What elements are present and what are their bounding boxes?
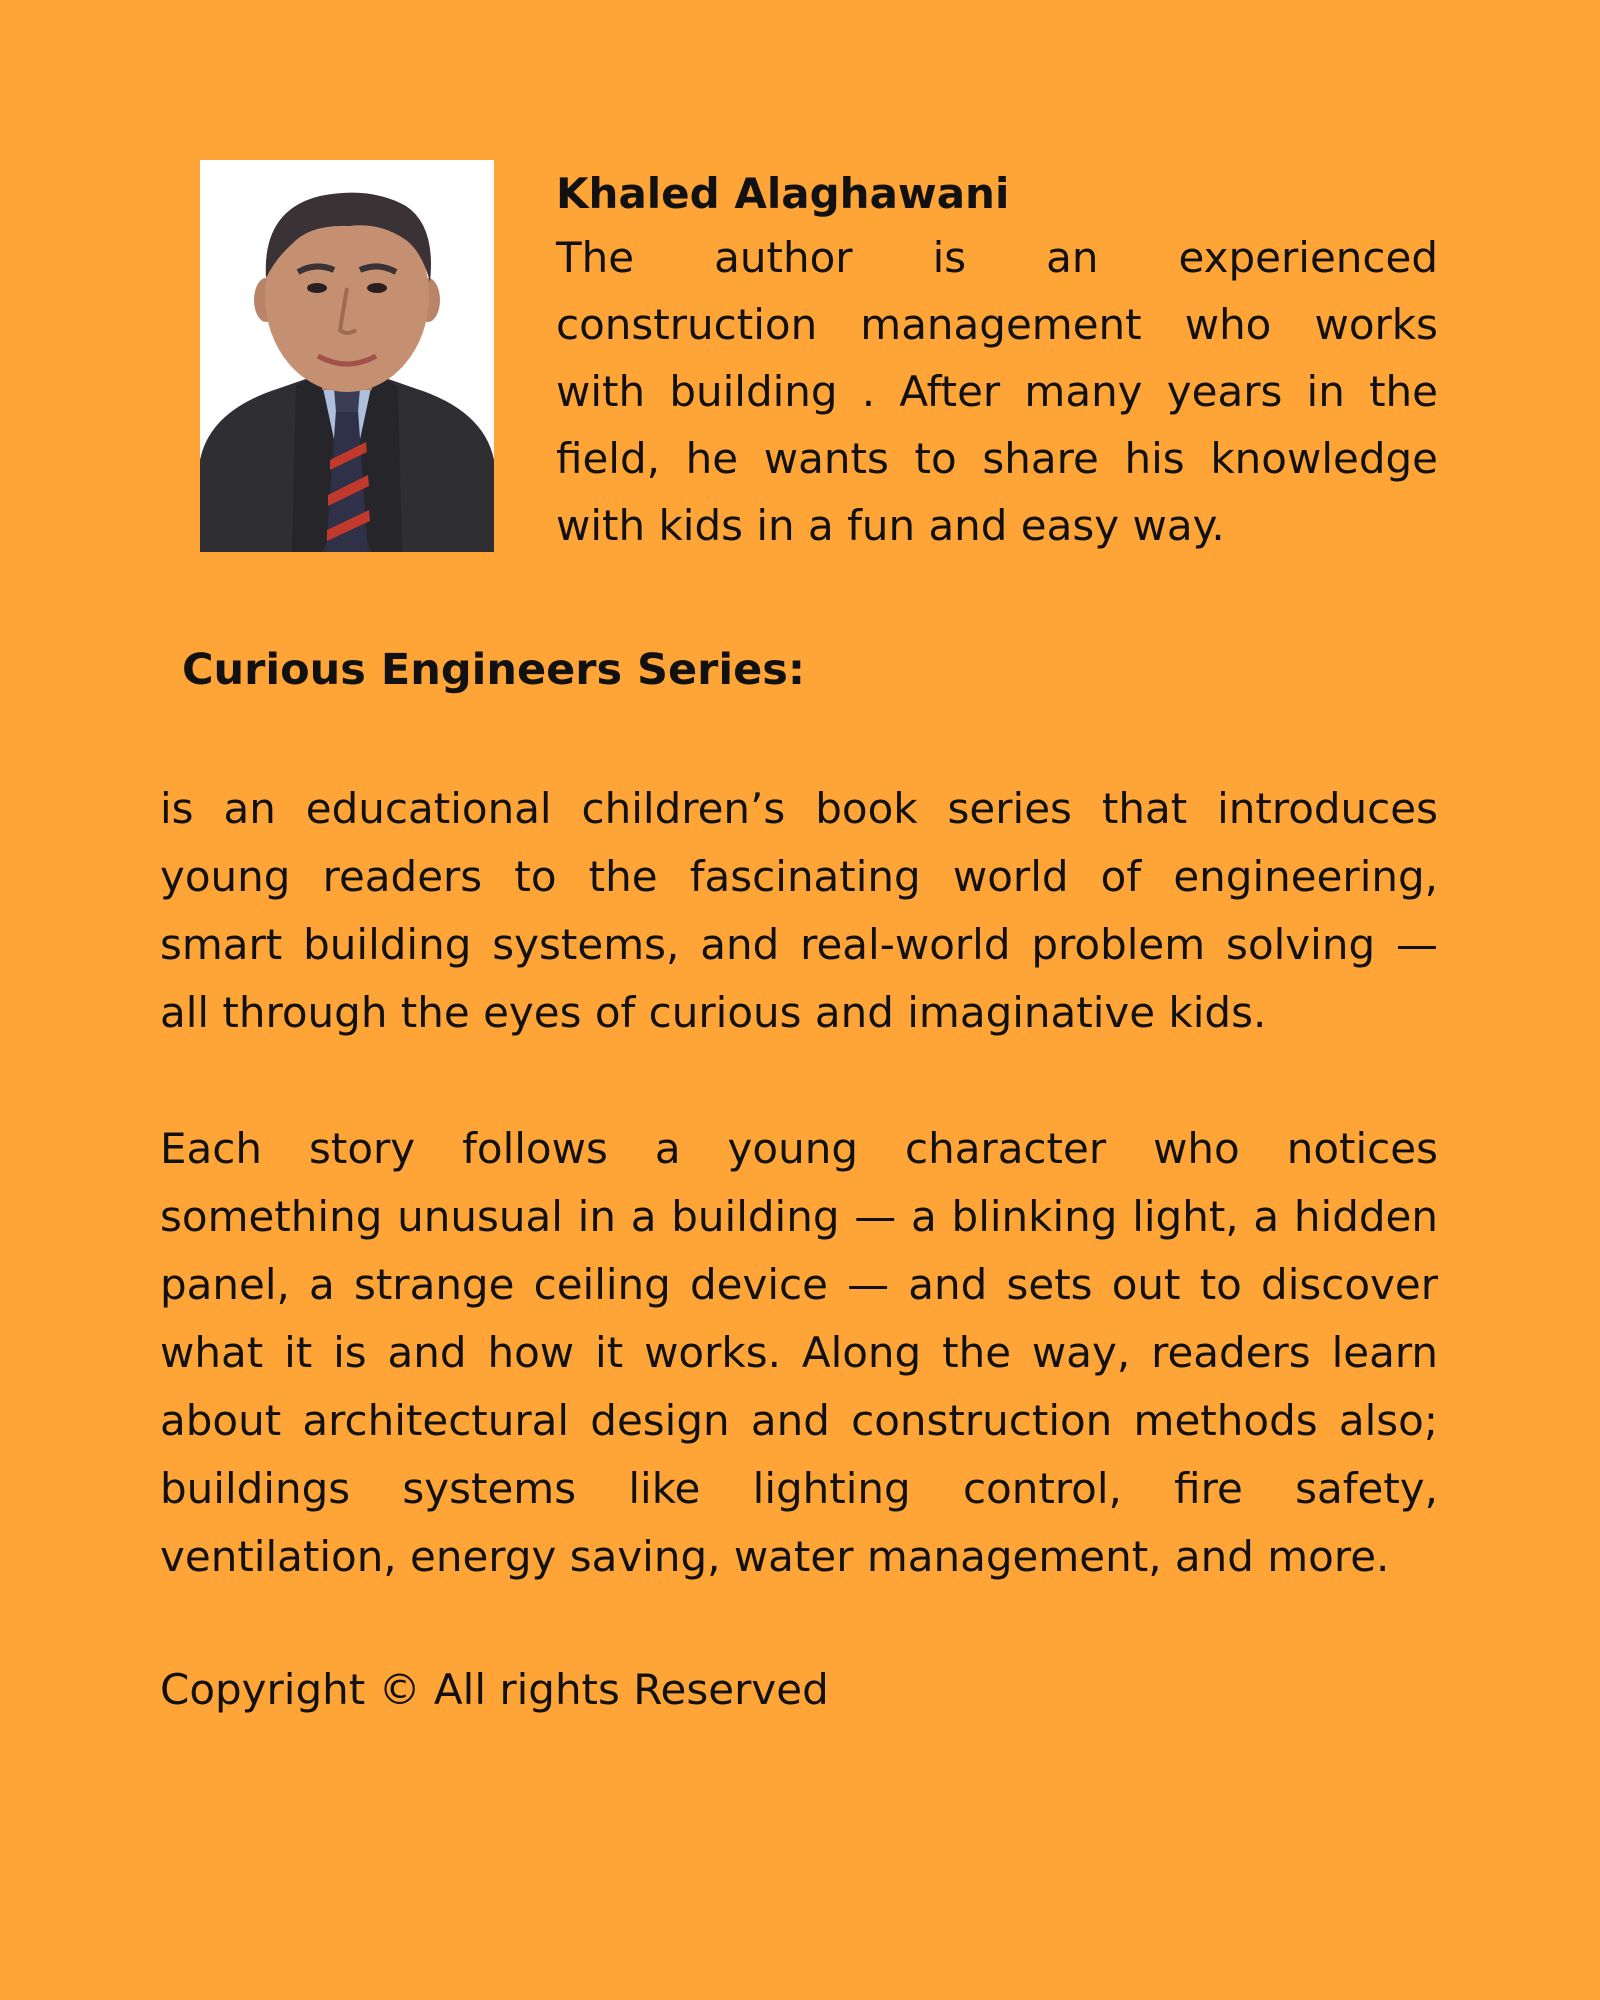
- author-photo: [200, 160, 494, 552]
- series-heading: Curious Engineers Series:: [182, 645, 806, 695]
- series-story-paragraph: Each story follows a young character who notices something unusual in a building — a blinking light, a hidden panel, a strange ceiling device — and sets out to discover what it is and how it works. Along the way, readers learn about architectural design and construction methods also; buildings systems like lighting control, fire safety, ventilation, energy saving, water management, and more.: [160, 1124, 1438, 1581]
- author-name: Khaled Alaghawani: [556, 169, 1010, 218]
- eye-right: [367, 283, 387, 293]
- eye-left: [307, 283, 327, 293]
- author-bio: The author is an experienced construction management who works with building . After many years in the field, he wants to share his knowledge with kids in a fun and easy way.: [556, 233, 1438, 550]
- author-block: [556, 164, 1438, 559]
- series-description-paragraph: is an educational children’s book series that introduces young readers to the fascinating world of engineering, smart building systems, and real-world problem solving — all through the eyes of curious and imaginative kids.: [160, 784, 1438, 1037]
- author-portrait-icon: [200, 160, 494, 552]
- copyright-notice: Copyright © All rights Reserved: [160, 1665, 829, 1714]
